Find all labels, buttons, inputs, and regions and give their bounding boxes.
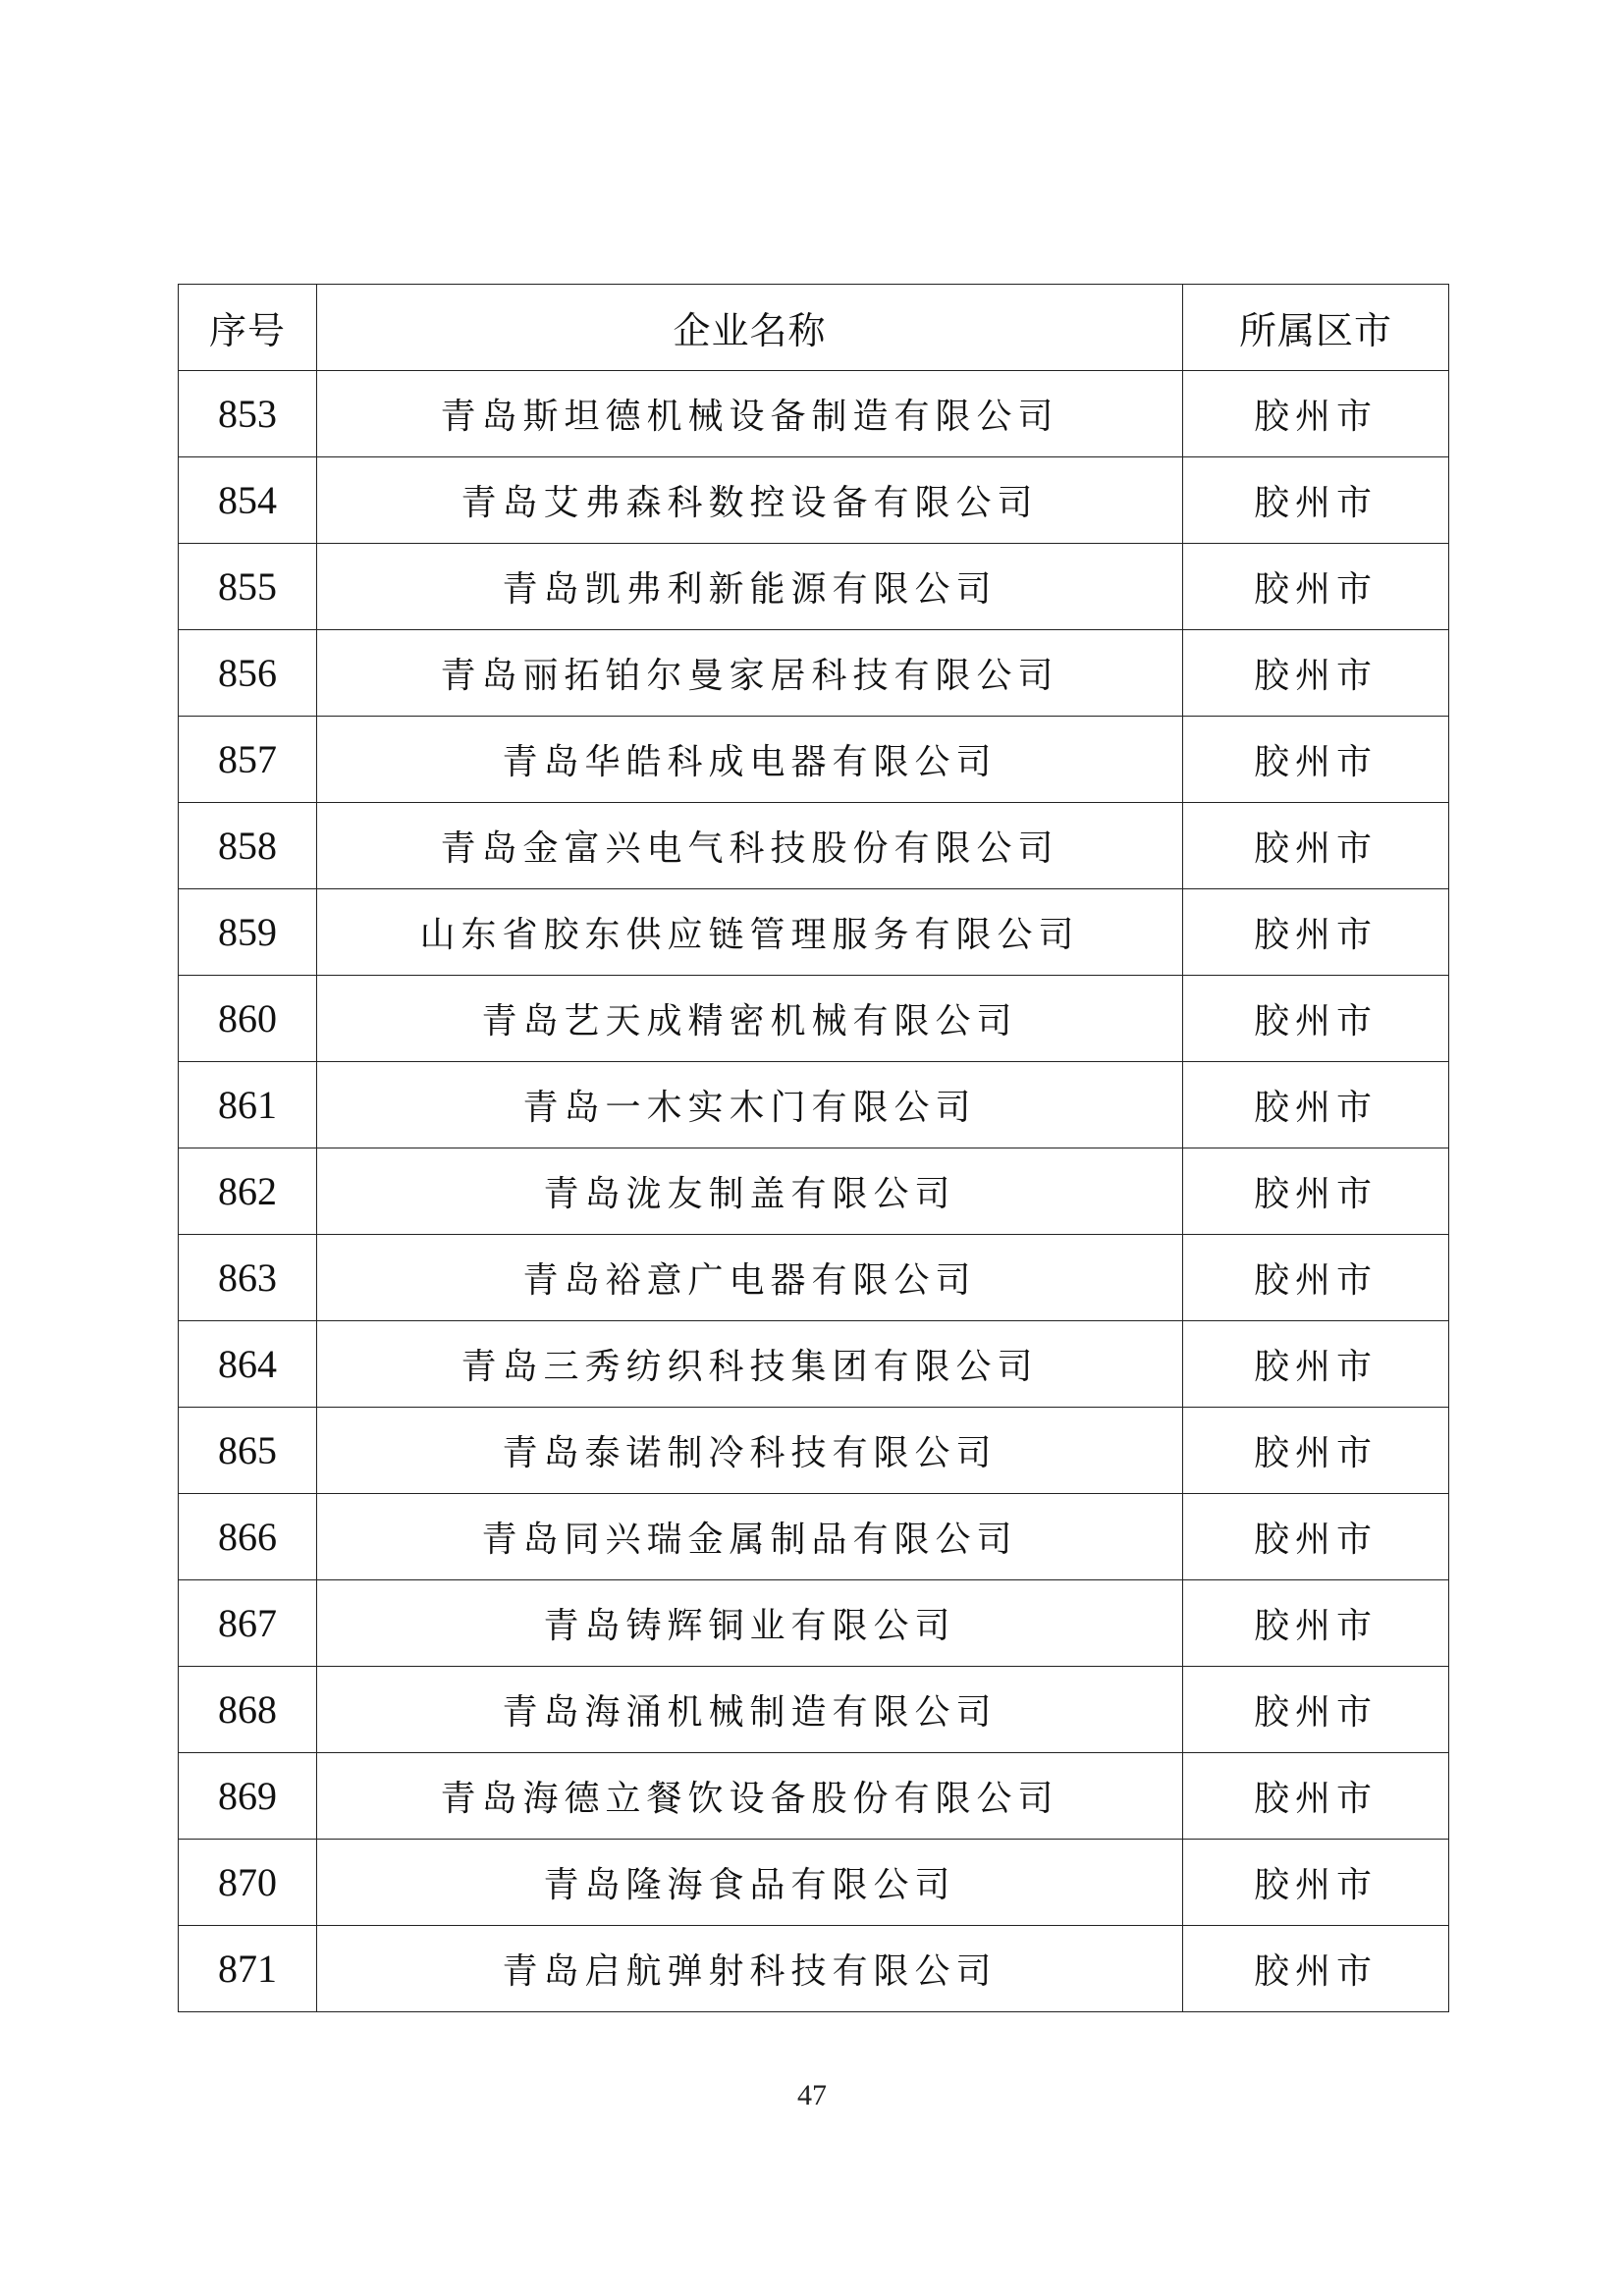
- table-row: [179, 717, 1449, 803]
- enterprise-name-cell: 青岛泰诺制冷科技有限公司: [317, 1408, 1183, 1494]
- serial-number-cell: 861: [179, 1062, 317, 1148]
- district-cell: 胶州市: [1183, 1148, 1449, 1235]
- serial-number-cell: 857: [179, 717, 317, 803]
- serial-number-cell: 871: [179, 1926, 317, 2012]
- enterprise-name-cell: 山东省胶东供应链管理服务有限公司: [317, 889, 1183, 976]
- district-cell: 胶州市: [1183, 803, 1449, 889]
- enterprise-name-cell: 青岛隆海食品有限公司: [317, 1840, 1183, 1926]
- table-header: [179, 285, 1449, 371]
- enterprise-name-cell: 青岛凯弗利新能源有限公司: [317, 544, 1183, 630]
- serial-number-cell: 868: [179, 1667, 317, 1753]
- district-cell: 胶州市: [1183, 630, 1449, 717]
- district-cell: 胶州市: [1183, 1408, 1449, 1494]
- table-body: [179, 371, 1449, 2012]
- enterprise-name-cell: 青岛铸辉铜业有限公司: [317, 1580, 1183, 1667]
- enterprise-name-cell: 青岛艾弗森科数控设备有限公司: [317, 457, 1183, 544]
- serial-number-cell: 864: [179, 1321, 317, 1408]
- serial-number-cell: 859: [179, 889, 317, 976]
- table-row: [179, 1580, 1449, 1667]
- serial-number-cell: 866: [179, 1494, 317, 1580]
- table-row: [179, 1148, 1449, 1235]
- enterprise-name-cell: 青岛裕意广电器有限公司: [317, 1235, 1183, 1321]
- serial-number-cell: 853: [179, 371, 317, 457]
- enterprise-name-cell: 青岛金富兴电气科技股份有限公司: [317, 803, 1183, 889]
- enterprise-name-cell: 青岛三秀纺织科技集团有限公司: [317, 1321, 1183, 1408]
- serial-number-cell: 858: [179, 803, 317, 889]
- enterprise-name-cell: 青岛海涌机械制造有限公司: [317, 1667, 1183, 1753]
- district-cell: 胶州市: [1183, 976, 1449, 1062]
- serial-number-cell: 860: [179, 976, 317, 1062]
- serial-number-cell: 863: [179, 1235, 317, 1321]
- table-row: [179, 1321, 1449, 1408]
- header-enterprise-name: 企业名称: [317, 285, 1183, 371]
- table-row: [179, 1062, 1449, 1148]
- table-row: [179, 1408, 1449, 1494]
- enterprise-name-cell: 青岛泷友制盖有限公司: [317, 1148, 1183, 1235]
- district-cell: 胶州市: [1183, 544, 1449, 630]
- district-cell: 胶州市: [1183, 1753, 1449, 1840]
- serial-number-cell: 869: [179, 1753, 317, 1840]
- page-number: 47: [797, 2079, 827, 2111]
- table-row: [179, 889, 1449, 976]
- district-cell: 胶州市: [1183, 1494, 1449, 1580]
- district-cell: 胶州市: [1183, 1667, 1449, 1753]
- enterprise-table: [178, 284, 1449, 2012]
- table-row: [179, 803, 1449, 889]
- district-cell: 胶州市: [1183, 1580, 1449, 1667]
- serial-number-cell: 870: [179, 1840, 317, 1926]
- enterprise-name-cell: 青岛艺天成精密机械有限公司: [317, 976, 1183, 1062]
- district-cell: 胶州市: [1183, 1235, 1449, 1321]
- table-row: [179, 371, 1449, 457]
- district-cell: 胶州市: [1183, 1926, 1449, 2012]
- table-row: [179, 1840, 1449, 1926]
- serial-number-cell: 865: [179, 1408, 317, 1494]
- table-row: [179, 544, 1449, 630]
- table-row: [179, 1235, 1449, 1321]
- district-cell: 胶州市: [1183, 371, 1449, 457]
- table-row: [179, 976, 1449, 1062]
- table-row: [179, 1667, 1449, 1753]
- serial-number-cell: 862: [179, 1148, 317, 1235]
- table-row: [179, 630, 1449, 717]
- enterprise-name-cell: 青岛同兴瑞金属制品有限公司: [317, 1494, 1183, 1580]
- header-row: [179, 285, 1449, 371]
- table-row: [179, 1926, 1449, 2012]
- table-row: [179, 1494, 1449, 1580]
- district-cell: 胶州市: [1183, 1062, 1449, 1148]
- serial-number-cell: 855: [179, 544, 317, 630]
- district-cell: 胶州市: [1183, 457, 1449, 544]
- district-cell: 胶州市: [1183, 889, 1449, 976]
- header-serial-number: 序号: [179, 285, 317, 371]
- enterprise-name-cell: 青岛海德立餐饮设备股份有限公司: [317, 1753, 1183, 1840]
- serial-number-cell: 856: [179, 630, 317, 717]
- enterprise-name-cell: 青岛丽拓铂尔曼家居科技有限公司: [317, 630, 1183, 717]
- enterprise-name-cell: 青岛启航弹射科技有限公司: [317, 1926, 1183, 2012]
- district-cell: 胶州市: [1183, 1840, 1449, 1926]
- serial-number-cell: 854: [179, 457, 317, 544]
- district-cell: 胶州市: [1183, 1321, 1449, 1408]
- enterprise-name-cell: 青岛华皓科成电器有限公司: [317, 717, 1183, 803]
- district-cell: 胶州市: [1183, 717, 1449, 803]
- table-row: [179, 457, 1449, 544]
- enterprise-name-cell: 青岛一木实木门有限公司: [317, 1062, 1183, 1148]
- table-row: [179, 1753, 1449, 1840]
- serial-number-cell: 867: [179, 1580, 317, 1667]
- header-district: 所属区市: [1183, 285, 1449, 371]
- enterprise-name-cell: 青岛斯坦德机械设备制造有限公司: [317, 371, 1183, 457]
